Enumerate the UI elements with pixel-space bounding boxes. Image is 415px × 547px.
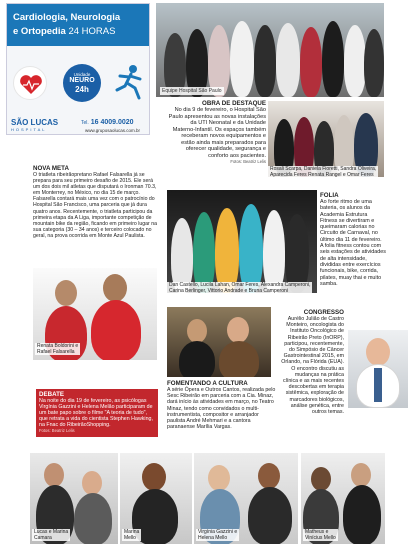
bottom-caption-4-line1: Matheus e: [305, 529, 329, 535]
obra-caption-line1: Rosali Scarpa, Daniela Fioretti, Sandra Oliveira,: [270, 166, 377, 172]
person-head: [187, 319, 207, 343]
phone-number: 16 4009.0020: [90, 119, 134, 126]
person-head: [227, 317, 249, 343]
neuro-badge: [63, 64, 101, 102]
bottom-caption-2: [122, 529, 141, 541]
bottom-caption-2-line1: Marina: [124, 529, 140, 535]
person-silhouette: [254, 25, 276, 97]
ad-phone: [81, 119, 134, 126]
neuro-badge-mid: NEURO: [69, 77, 95, 84]
hospital-ad[interactable]: [6, 3, 150, 135]
folia-heading: FOLIA: [320, 192, 339, 199]
obra-caption-line2: Aparecida Feres Renata Rangel e Omar Feres: [270, 172, 374, 178]
neuro-badge-top: Unidade: [73, 72, 91, 77]
person-head: [351, 463, 371, 487]
congresso-heading: CONGRESSO: [303, 309, 344, 316]
debate-credit: Fotos: Beatriz Lelis: [39, 428, 75, 433]
person-head: [142, 463, 166, 491]
person-silhouette: [230, 21, 254, 97]
person-silhouette: [300, 27, 322, 97]
bottom-caption-2-line2: Mello: [124, 535, 136, 541]
hospital-logo: [11, 118, 75, 134]
debate-text: Na noite do dia 19 de fevereiro, as psicólogas Virgínia Gazzini e Helena Melão participaram de um bate papo sobre o filme "A teoria de tudo", que retrata a vida do cientista Stephen Hawking, na Fnac do RibeirãoShopping.: [39, 398, 153, 428]
fomentando-heading: FOMENTANDO A CULTURA: [167, 380, 248, 387]
person-silhouette: [344, 25, 366, 97]
person-head: [258, 463, 280, 489]
top-photo-caption: Equipe Hospital São Paulo: [162, 88, 222, 94]
person-silhouette: [276, 23, 300, 97]
neuro-badge-bot: 24h: [75, 85, 89, 94]
bottom-caption-3-line2: Helena Mello: [198, 535, 228, 541]
person-silhouette: [179, 341, 215, 377]
bottom-caption-1: [32, 529, 70, 541]
bottom-caption-1-line2: Camara: [34, 535, 52, 541]
photo-team-hospital: [156, 3, 384, 97]
runner-icon: [111, 62, 147, 104]
person-silhouette: [322, 21, 344, 97]
debate-heading: DEBATE: [39, 391, 64, 398]
nova-meta-section: [33, 165, 157, 263]
person-silhouette: [343, 485, 381, 544]
congresso-text: Aurélio Julião de Castro Monteiro, oncologista do Instituto Oncológico de Ribeirão Preto (InORP), participou, recentemente, do Simpósio de Câncer Gastrointestinal 2015, em Orlando, na Flórida (EUA). O encontro discutiu as mudanças na prática clínica e as mais recentes descobertas em terapia sistêmica, exploração de marcadores biológicos, análise genética, entre outros temas.: [281, 316, 344, 416]
ad-website[interactable]: www.gruposaolucas.com.br: [85, 128, 141, 133]
nova-meta-text: O triatleta ribeirãopretano Rafael Falsarella já se prepara para seu primeiro desafio de 2015. Ele será um dos dois mil atletas que disputará o Ironman 70.3, em Monterrey, no México, no dia 15 de março. Falsarella contará mais uma vez com o patrocínio do Hospital São Francisco, uma parceria que já dura quatro anos. Recentemente, o triatleta participou da primeira etapa da A Liga, importante competição de mountain bike da região, ficando em primeiro lugar na sua categoria (30 – 34 anos) e terceiro colocado no geral, na prova ocorrida em Monte Azul Paulista.: [33, 172, 157, 239]
person-silhouette: [239, 204, 263, 293]
person-head: [311, 467, 331, 491]
person-head: [103, 274, 127, 302]
person-silhouette: [364, 29, 384, 97]
person-silhouette: [248, 487, 292, 544]
bottom-caption-3-line1: Virgínia Gazzini e: [198, 529, 238, 535]
logo-name: SÃO LUCAS: [11, 118, 59, 127]
person-silhouette: [219, 341, 259, 377]
bottom-caption-4-line2: Vinícius Mello: [305, 535, 336, 541]
ad-header: [7, 4, 149, 46]
person-silhouette: [91, 300, 141, 360]
meta-photo-caption: [35, 343, 80, 355]
person-head: [208, 465, 230, 491]
folia-caption-line2: Carina Berlinger, Vittorio Andrade e Bruna Camperoni: [169, 288, 288, 294]
person-silhouette: [74, 493, 112, 544]
folia-text: Ao forte ritmo de uma bateria, os alunos da Academia Estrutura Fitness se divertiram e queimaram calorias no Circuito de Carnaval, no último dia 11 de fevereiro. A folia fitness contou com seis estações de atividades de alta intensidade, divididas entre exercícios funcionais, bike, corrida, pilates, muay thai e muito samba.: [320, 199, 386, 287]
debate-section: [36, 389, 158, 437]
obra-photo-caption: [268, 166, 378, 178]
bottom-caption-1-line1: Lucas e Marina: [34, 529, 69, 535]
congresso-section: [280, 309, 344, 437]
photo-congresso-doctor: [348, 330, 408, 408]
person-head: [366, 338, 390, 366]
obra-heading: OBRA DE DESTAQUE: [202, 100, 266, 107]
person-silhouette: [193, 212, 215, 293]
logo-sub: HOSPITAL: [11, 127, 47, 132]
person-head: [55, 280, 77, 306]
meta-caption-line1: Renata Boldorini e: [37, 343, 79, 349]
ad-title-ortopedia: e Ortopedia: [13, 26, 66, 37]
photo-fomentando: [167, 307, 271, 377]
fomentando-section: [167, 380, 277, 444]
person-silhouette: [215, 208, 239, 293]
person-head: [82, 471, 102, 495]
fomentando-text: A série Ópera e Outros Cantos, realizada pelo Sesc Ribeirão em parceria com a Cia. Minaz, dará início às atividades em março, no Teatro Minaz, tendo como convidados o multi-instrumentista, compositor e arranjador paulista André Mehmari e a cantora paranaense Marília Vargas.: [167, 387, 276, 431]
bottom-caption-3: [196, 529, 239, 541]
phone-prefix: Tel.: [81, 120, 89, 126]
person-silhouette: [263, 210, 285, 293]
photo-folia-group: [167, 190, 317, 293]
heart-icon: [13, 66, 47, 100]
folia-caption-line1: Dan Castello, Lucila Lahan, Omar Feres, Alexandra Camperoni,: [169, 282, 311, 288]
ad-title-24h: 24 HORAS: [68, 26, 116, 37]
tie-shape: [374, 368, 382, 402]
folia-section: [320, 192, 386, 302]
ad-title-line2: [13, 26, 115, 37]
meta-caption-line2: Rafael Falsarella: [37, 349, 75, 355]
nova-meta-heading: NOVA META: [33, 165, 69, 172]
person-head: [44, 463, 64, 487]
obra-section: [168, 100, 266, 180]
ad-title-line1: Cardiologia, Neurologia: [13, 12, 121, 23]
obra-credit: Fotos: Beatriz Lelis: [230, 159, 266, 164]
folia-photo-caption: [167, 282, 312, 294]
obra-text: No dia 9 de fevereiro, o Hospital São Paulo apresentou as novas instalações da UTI Neonatal e da Unidade Materno-Infantil. Os espaços também receberam novos equipamentos e estão ainda mais preparados para oferecer qualidade, segurança e conforto aos pacientes.: [168, 107, 266, 159]
bottom-caption-4: [303, 529, 338, 541]
